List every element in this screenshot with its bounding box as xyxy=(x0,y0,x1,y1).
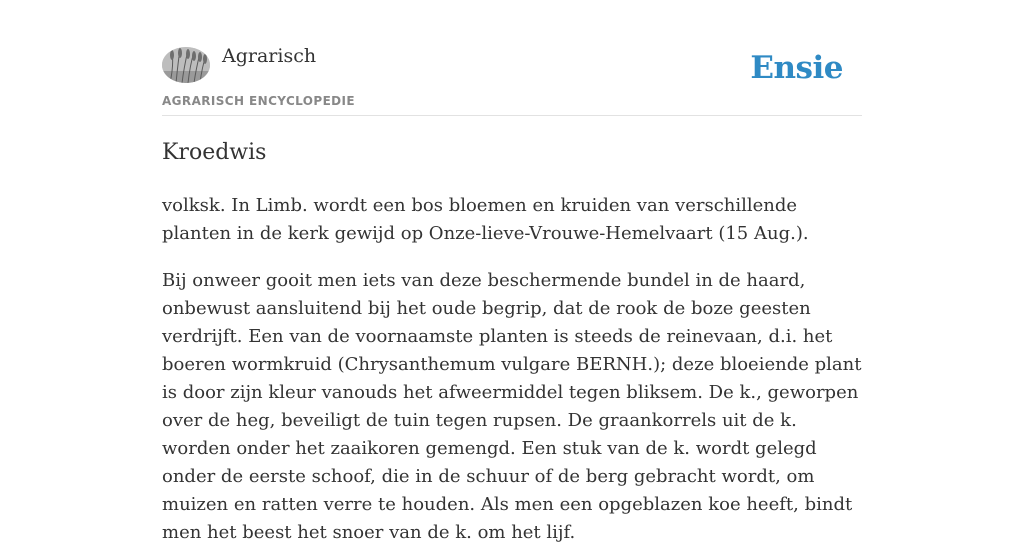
article-paragraph: volksk. In Limb. wordt een bos bloemen en kruiden van verschillende planten in de kerk gewijd op Onze-lieve-Vrouwe-Hemelvaart (15 Aug.). xyxy=(162,195,809,244)
page xyxy=(162,0,862,543)
source-name[interactable]: Agrarisch xyxy=(222,45,317,67)
article-title: Kroedwis xyxy=(162,140,267,165)
header xyxy=(162,0,862,116)
wheat-thumbnail-icon[interactable] xyxy=(162,47,210,83)
brand-logo[interactable]: Ensie xyxy=(750,50,843,86)
article-paragraph: Bij onweer gooit men iets van deze beschermende bundel in de haard, onbewust aansluitend bij het oude begrip, dat de rook de boze geesten verdrijft. Een van de voornaamste planten is steeds de reinevaan, d.i. het boeren wormkruid (Chrysanthemum vulgare BERNH.); deze bloeiende plant is door zijn kleur vanouds het afweermiddel tegen bliksem. De k., geworpen over de heg, beveiligt de tuin tegen rupsen. De graankorrels uit de k. worden onder het zaaikoren gemengd. Een stuk van de k. wordt gelegd onder de eerste schoof, die in de schuur of de berg gebracht wordt, om muizen en ratten verre te houden. Als men een opgeblazen koe heeft, bindt men het beest het snoer van de k. om het lijf. xyxy=(162,270,862,543)
source-subtitle[interactable]: AGRARISCH ENCYCLOPEDIE xyxy=(162,94,355,108)
